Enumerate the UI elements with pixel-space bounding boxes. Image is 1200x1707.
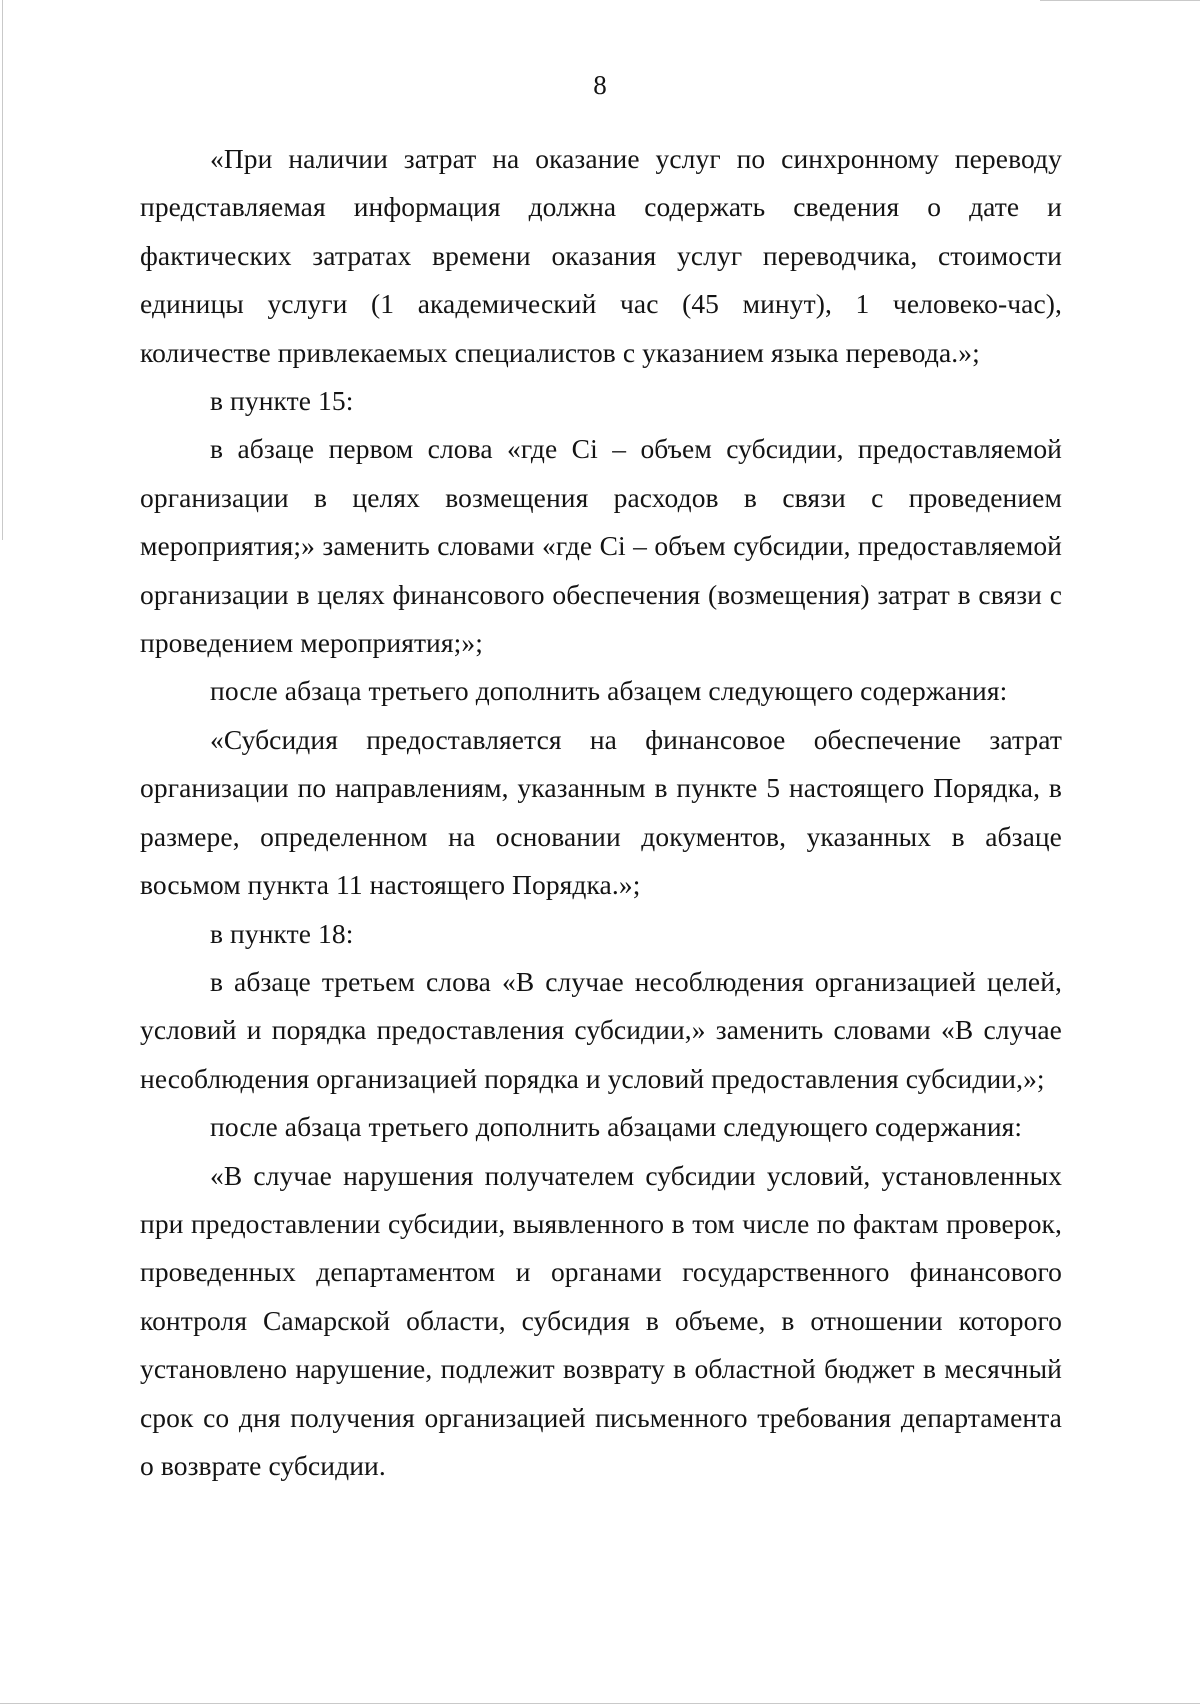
document-body xyxy=(140,135,1062,1490)
scan-edge-line xyxy=(2,0,3,540)
paragraph-point-15: в пункте 15: xyxy=(210,385,354,417)
paragraph-add-abzacs: после абзаца третьего дополнить абзацами следующего содержания: xyxy=(210,1111,1023,1143)
paragraph-translation-costs: «При наличии затрат на оказание услуг по синхронному переводу представляемая информация должна содержать сведения о дате и фактических затратах времени оказания услуг переводчика, стоимости единицы услуги (1 академический час (45 минут), 1 человеко-час), количестве привлекаемых специалистов с указанием языка перевода.»; xyxy=(140,143,1062,368)
page-number: 8 xyxy=(593,70,607,100)
paragraph-first-abzac-replacement: в абзаце первом слова «где Ci – объем субсидии, предоставляемой организации в целях возмещения расходов в связи с проведением мероприятия;» заменить словами «где Ci – объем субсидии, предоставляемой организации в целях финансового обеспечения (возмещения) затрат в связи с проведением мероприятия;»; xyxy=(140,433,1062,659)
paragraph-violation-return: «В случае нарушения получателем субсидии условий, установленных при предоставлении субсидии, выявленного в том числе по фактам проверок, проведенных департаментом и органами государственного финансового контроля Самарской области, субсидия в объеме, в отношении которого установлено нарушение, подлежит возврату в областной бюджет в месячный срок со дня получения организацией письменного требования департамента о возврате субсидии. xyxy=(140,1159,1062,1481)
paragraph-point-18: в пункте 18: xyxy=(210,917,354,949)
paragraph-subsidy-provision: «Субсидия предоставляется на финансовое обеспечение затрат организации по направлениям, указанным в пункте 5 настоящего Порядка, в размере, определенном на основании документов, указанных в абзаце восьмом пункта 11 настоящего Порядка.»; xyxy=(140,723,1062,901)
paragraph-third-abzac-replacement: в абзаце третьем слова «В случае несоблюдения организацией целей, условий и порядка предоставления субсидии,» заменить словами «В случае несоблюдения организацией порядка и условий предоставления субсидии,»; xyxy=(140,965,1062,1094)
scan-top-line xyxy=(1040,0,1200,1)
scan-bottom-line xyxy=(0,1703,1200,1704)
paragraph-add-after-third: после абзаца третьего дополнить абзацем следующего содержания: xyxy=(210,675,1008,707)
